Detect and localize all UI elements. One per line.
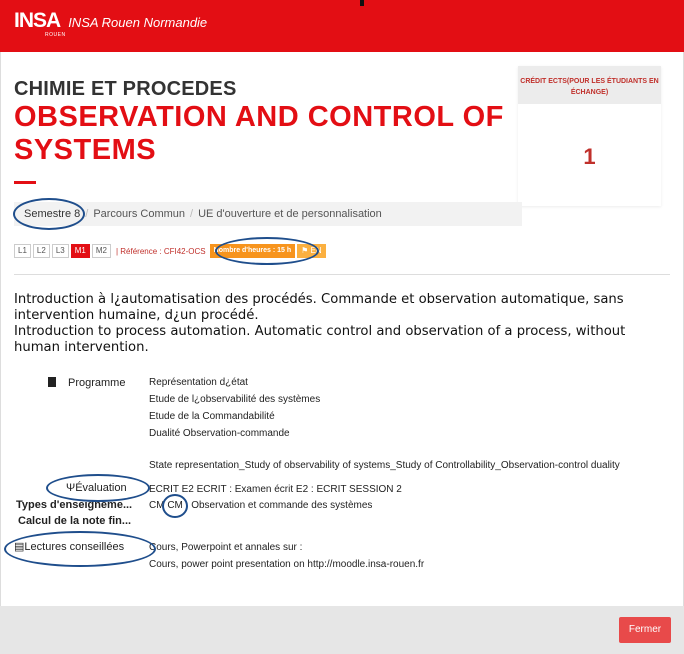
breadcrumb-separator: / — [85, 208, 89, 220]
level-m2: M2 — [92, 244, 111, 258]
level-m1: M1 — [71, 244, 90, 258]
programme-line: Etude de la Commandabilité — [149, 411, 275, 422]
lectures-label: Lectures conseillées — [24, 541, 125, 553]
intro-fr: Introduction à l¿automatisation des procédés. Commande et observation automatique, sans intervention humaine, d¿un procédé. — [14, 292, 624, 323]
insa-logo[interactable] — [14, 9, 208, 38]
course-reference: | Référence : CFI42-OCS — [115, 246, 206, 256]
logo-sub: ROUEN — [45, 32, 66, 38]
annotation-circle-evaluation — [46, 474, 150, 502]
breadcrumb-separator: / — [190, 208, 194, 220]
level-l2: L2 — [33, 244, 50, 258]
annotation-circle-lectures — [4, 531, 156, 567]
close-button[interactable]: Fermer — [619, 617, 671, 643]
language-label: EN — [310, 246, 322, 255]
annotation-circle-hours — [215, 237, 319, 265]
lectures-line: Cours, Powerpoint et annales sur : — [149, 542, 303, 553]
breadcrumb-ue[interactable]: UE d'ouverture et de personnalisation — [198, 208, 382, 220]
types-text: CM CM : Observation et commande des systèmes — [149, 500, 373, 511]
flag-icon: ⚑ — [301, 246, 311, 255]
breadcrumb — [14, 202, 522, 226]
ects-value: 1 — [583, 144, 596, 169]
programme-heading — [48, 377, 125, 389]
breadcrumb-parcours[interactable]: Parcours Commun — [93, 208, 186, 220]
programme-label: Programme — [68, 377, 126, 389]
lectures-line: Cours, power point presentation on http://moodle.insa-rouen.fr — [149, 559, 425, 570]
programme-english: State representation_Study of observability of systems_Study of Controllability_Observation-control duality — [149, 460, 620, 471]
calcul-label: Calcul de la note fin... — [18, 515, 132, 527]
evaluation-text: ECRIT E2 ECRIT : Examen écrit E2 : ECRIT SESSION 2 — [149, 484, 402, 495]
course-title: OBSERVATION AND CONTROL OF SYSTEMS — [14, 101, 504, 166]
annotation-circle-cm — [162, 494, 188, 518]
header-notch — [360, 0, 364, 6]
course-introduction — [14, 292, 670, 356]
logo-mark: INSA — [14, 9, 61, 32]
intro-en: Introduction to process automation. Automatic control and observation of a process, without human intervention. — [14, 324, 626, 355]
divider — [14, 274, 670, 275]
level-l3: L3 — [52, 244, 69, 258]
ects-label: CRÉDIT ECTS(POUR LES ÉTUDIANTS EN ÉCHANGE) — [518, 66, 661, 104]
programme-line: Etude de l¿observabilité des systèmes — [149, 394, 321, 405]
breadcrumb-semester[interactable]: Semestre 8 — [24, 208, 81, 220]
lectures-content — [149, 539, 424, 573]
programme-line: Représentation d¿état — [149, 377, 248, 388]
programme-line: Dualité Observation-commande — [149, 428, 290, 439]
evaluation-icon: Ψ — [66, 482, 76, 494]
level-l1: L1 — [14, 244, 31, 258]
modal-footer — [0, 606, 684, 654]
annotation-circle-semester — [13, 198, 85, 230]
book-icon — [48, 377, 56, 387]
course-department: CHIMIE ET PROCEDES — [14, 78, 237, 100]
reading-icon: ▤ — [14, 541, 25, 553]
programme-content — [149, 374, 320, 442]
types-label: Types d'enseigneme... — [16, 499, 133, 511]
title-underline — [14, 181, 36, 184]
header-bar — [0, 0, 684, 52]
hours-badge: Nombre d'heures : 15 h — [210, 244, 296, 258]
ects-box — [518, 66, 661, 206]
evaluation-label: Évaluation — [75, 482, 127, 494]
institution-name: INSA Rouen Normandie — [68, 15, 208, 30]
